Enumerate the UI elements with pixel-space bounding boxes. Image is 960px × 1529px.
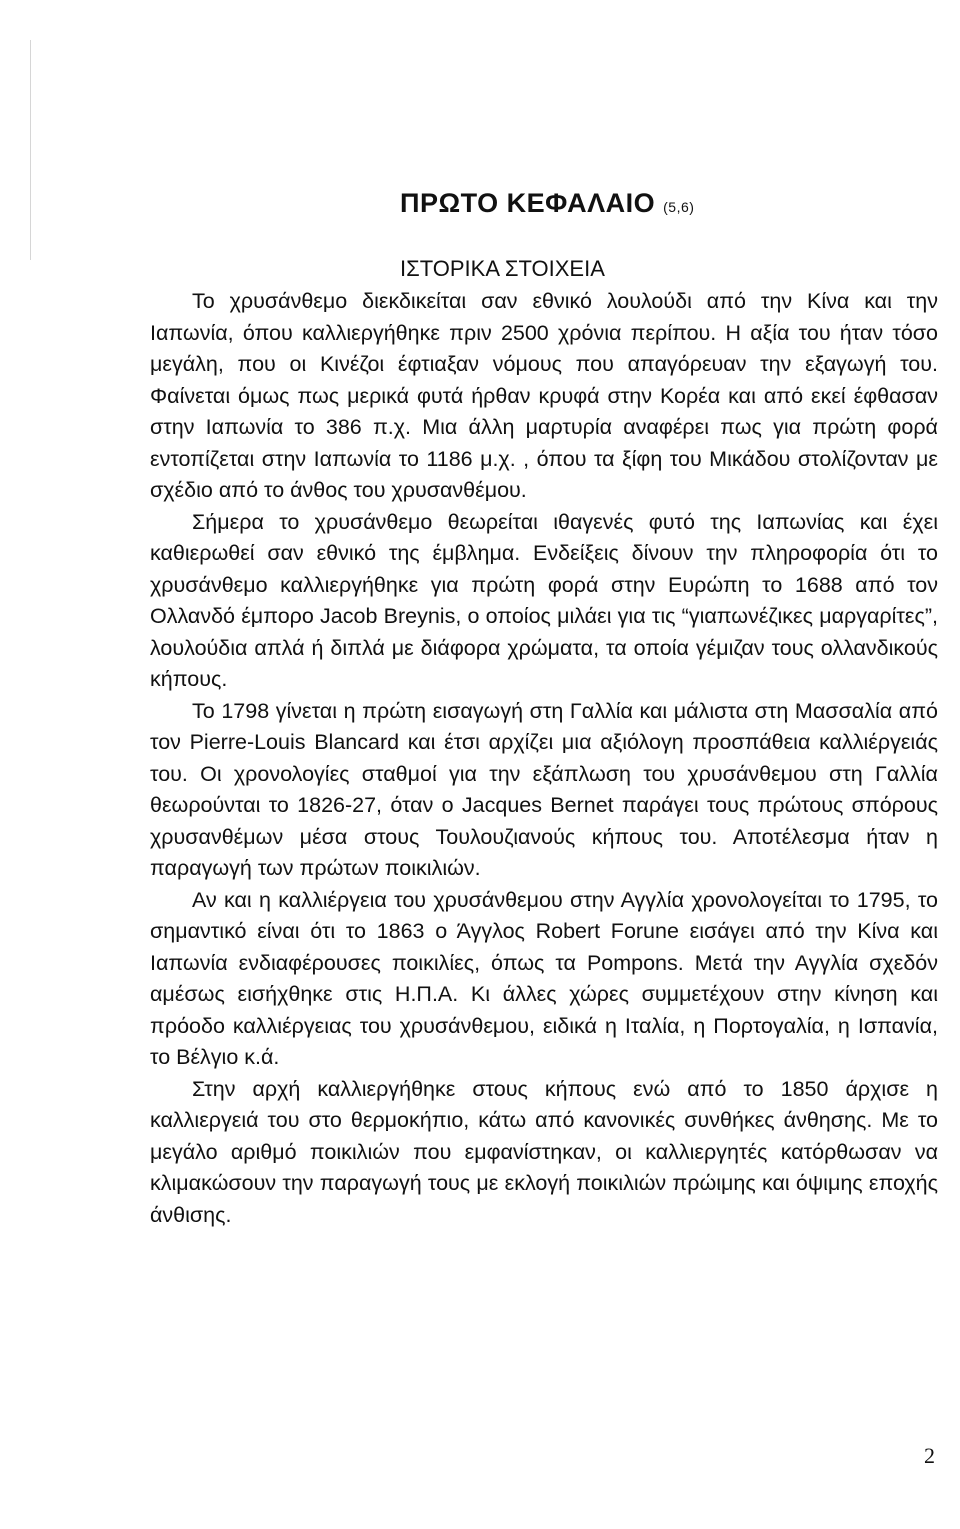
- paragraph-2: Σήμερα το χρυσάνθεμο θεωρείται ιθαγενές φυτό της Ιαπωνίας και έχει καθιερωθεί σαν εθνικό της έμβλημα. Ενδείξεις δίνουν την πληροφορία ότι το χρυσάνθεμο καλλιεργήθηκε για πρώτη φορά στην Ευρώπη το 1688 από τον Ολλανδό έμπορο Jacob Breynis, ο οποίος μιλάει για τις “γιαπωνέζικες μαργαρίτες”, λουλούδια απλά ή διπλά με διάφορα χρώματα, τα οποία γέμιζαν τους ολλανδικούς κήπους.: [150, 509, 938, 691]
- section-title: ΙΣΤΟΡΙΚΑ ΣΤΟΙΧΕΙΑ: [400, 256, 605, 281]
- paragraph-3: Το 1798 γίνεται η πρώτη εισαγωγή στη Γαλλία και μάλιστα στη Μασσαλία από τον Pierre-Louis Blancard και έτσι αρχίζει μια αξιόλογη προσπάθεια καλλιέργειάς του. Οι χρονολογίες σταθμοί για την εξάπλωση του χρυσάνθεμου στη Γαλλία θεωρούνται το 1826-27, όταν ο Jacques Bernet παράγει τους πρώτους σπόρους χρυσανθέμων μέσα στους Τουλουζιανούς κήπους του. Αποτέλεσμα ήταν η παραγωγή των πρώτων ποικιλιών.: [150, 698, 938, 880]
- paragraph-4: Αν και η καλλιέργεια του χρυσάνθεμου στην Αγγλία χρονολογείται το 1795, το σημαντικό είναι ότι το 1863 ο Άγγλος Robert Forune εισάγει από την Κίνα και Ιαπωνία ενδιαφέρουσες ποικιλίες, όπως τα Pompons. Μετά την Αγγλία σχεδόν αμέσως εισήχθηκε στις Η.Π.Α. Κι άλλες χώρες συμμετέχουν στην κίνηση και πρόοδο καλλιέργειας του χρυσάνθεμου, ειδικά η Ιταλία, η Πορτογαλία, η Ισπανία, το Βέλγιο κ.ά.: [150, 887, 938, 1069]
- scan-edge-line: [30, 40, 31, 260]
- paragraph-1: Το χρυσάνθεμο διεκδικείται σαν εθνικό λουλούδι από την Κίνα και την Ιαπωνία, όπου καλλιεργήθηκε πριν 2500 χρόνια περίπου. Η αξία του ήταν τόσο μεγάλη, που οι Κινέζοι έφτιαξαν νόμους που απαγόρευαν την εξαγωγή του. Φαίνεται όμως πως μερικά φυτά ήρθαν κρυφά στην Κορέα και από εκεί έφθασαν στην Ιαπωνία το 386 π.χ. Μια άλλη μαρτυρία αναφέρει πως για πρώτη φορά εντοπίζεται στην Ιαπωνία το 1186 μ.χ. , όπου τα ξίφη του Μικάδου στολίζονταν με σχέδιο από το άνθος του χρυσανθέμου.: [150, 289, 938, 502]
- body-text: [150, 286, 938, 1231]
- page-number: 2: [924, 1443, 935, 1468]
- chapter-title-text: ΠΡΩΤΟ ΚΕΦΑΛΑΙΟ: [400, 188, 656, 218]
- chapter-title: [400, 188, 694, 219]
- chapter-reference: (5,6): [663, 199, 695, 215]
- paragraph-5: Στην αρχή καλλιεργήθηκε στους κήπους ενώ από το 1850 άρχισε η καλλιεργειά του στο θερμοκήπιο, κάτω από κανονικές συνθήκες άνθησης. Με το μεγάλο αριθμό ποικιλιών που εμφανίστηκαν, οι καλλιεργητές κατόρθωσαν να κλιμακώσουν την παραγωγή τους με εκλογή ποικιλιών πρώιμης και όψιμης εποχής άνθισης.: [150, 1076, 938, 1227]
